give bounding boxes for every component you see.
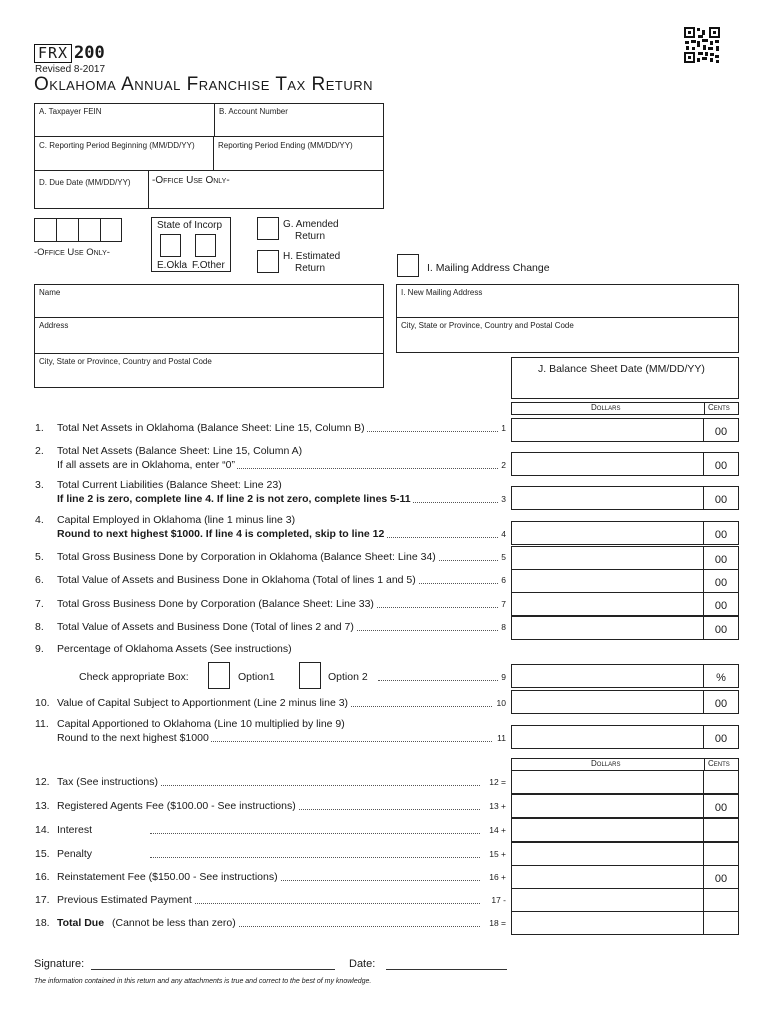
line-number: 16. [35,871,50,883]
fein-label: A. Taxpayer FEIN [39,107,102,116]
amount-field[interactable] [511,664,739,688]
option1-checkbox[interactable] [208,662,230,689]
cents-field[interactable]: 00 [703,570,738,592]
period-begin-input[interactable] [39,154,209,168]
state-incorp-label: State of Incorp [157,220,223,231]
amount-field[interactable] [511,842,739,866]
amended-checkbox[interactable] [257,217,279,240]
dot-leader [150,857,480,858]
amount-field[interactable] [511,452,739,476]
amount-field[interactable] [511,911,739,935]
line-number: 7. [35,598,44,610]
amended-return-label: Return [295,231,326,242]
line-number: 10. [35,697,50,709]
estimated-return-label: Return [295,263,326,274]
balance-sheet-date-input[interactable] [516,380,734,394]
date-line[interactable] [386,969,507,970]
city-label: City, State or Province, Country and Postal Code [39,357,212,366]
cents-header-1: Cents [708,403,730,412]
cents-field[interactable]: 00 [703,453,738,475]
okla-label: E.Okla [157,260,188,271]
cents-field[interactable]: 00 [703,419,738,441]
amount-field[interactable] [511,616,739,640]
line-ref: 3 [498,494,506,504]
line-text-2: If all assets are in Oklahoma, enter “0” [57,459,235,471]
other-checkbox[interactable] [195,234,216,257]
line-number: 6. [35,574,44,586]
line-ref: 4 [498,529,506,539]
line-ref: 5 [498,552,506,562]
cents-field[interactable]: 00 [703,866,738,888]
dot-leader [150,785,480,786]
signature-label: Signature: [34,958,85,970]
line-text: Percentage of Oklahoma Assets (See instructions) [57,643,292,655]
period-end-input[interactable] [218,154,378,168]
line-number: 11. [35,718,49,730]
amount-field[interactable] [511,690,739,714]
cents-field[interactable]: 00 [703,593,738,615]
option1-label: Option1 [238,671,275,683]
mailing-change-checkbox[interactable] [397,254,419,277]
line-text: Total Net Assets in Oklahoma (Balance Sheet: Line 15, Column B) [57,422,365,434]
check-box-label: Check appropriate Box: [79,671,189,683]
cents-field[interactable]: 00 [703,691,738,713]
due-date-label: D. Due Date (MM/DD/YY) [39,178,131,187]
office-use-label-2: -Office Use Only- [34,247,110,258]
line-text: Total Net Assets (Balance Sheet: Line 15, Column A) [57,445,303,457]
page-title: Oklahoma Annual Franchise Tax Return [34,74,374,95]
amount-field[interactable] [511,521,739,545]
line-number: 4. [35,514,44,526]
amount-field[interactable] [511,794,739,818]
mailing-change-label: I. Mailing Address Change [427,262,550,274]
cents-field[interactable] [703,771,738,793]
line-text: Registered Agents Fee ($100.00 - See instructions) [57,800,296,812]
line-number: 3. [35,479,44,491]
amended-label: G. Amended [283,219,339,230]
line-number: 5. [35,551,44,563]
qr-code-icon [683,26,721,64]
fein-input[interactable] [39,120,209,134]
line-ref: 6 [498,575,506,585]
cents-field[interactable]: 00 [703,795,738,817]
office-use-label-1: -Office Use Only- [152,175,230,186]
line-text: Reinstatement Fee ($150.00 - See instructions) [57,871,278,883]
amount-field[interactable] [511,486,739,510]
line-number: 2. [35,445,44,457]
amount-field[interactable] [511,592,739,616]
cents-field[interactable]: 00 [703,522,738,544]
line-text: Penalty [57,848,93,860]
balance-sheet-date-label: J. Balance Sheet Date (MM/DD/YY) [538,363,705,375]
line-text: Tax (See instructions) [57,776,158,788]
due-date-input[interactable] [39,192,144,206]
line-number: 9. [35,643,44,655]
cents-field[interactable]: % [703,665,738,687]
account-number-label: B. Account Number [219,107,288,116]
date-label: Date: [349,958,376,970]
line-text: Capital Employed in Oklahoma (line 1 minus line 3) [57,514,296,526]
city-input[interactable] [39,370,379,384]
line-ref: 16 + [480,872,506,882]
cents-field[interactable] [703,912,738,934]
amount-field[interactable] [511,569,739,593]
line-ref: 17 - [480,895,506,905]
line-ref: 10 [492,698,506,708]
line-text-2: Round to the next highest $1000 [57,732,209,744]
line-ref: 11 [492,733,506,743]
line-text: Total Value of Assets and Business Done in Oklahoma (Total of lines 1 and 5) [57,574,416,586]
line-number: 18. [35,917,50,929]
amount-field[interactable] [511,725,739,749]
line-ref: 18 = [480,918,506,928]
line-number: 14. [35,824,50,836]
line-ref: 2 [498,460,506,470]
line-text-2: If line 2 is zero, complete line 4. If line 2 is not zero, complete lines 5-11 [57,493,411,505]
line-text: Capital Apportioned to Oklahoma (Line 10 multiplied by line 9) [57,718,345,730]
amount-field[interactable] [511,888,739,912]
period-end-label: Reporting Period Ending (MM/DD/YY) [218,141,353,150]
revised-date: Revised 8-2017 [35,64,106,75]
signature-line[interactable] [91,969,335,970]
disclaimer-text: The information contained in this return and any attachments is true and correct to the best of my knowledge. [34,978,372,985]
account-number-input[interactable] [219,120,379,134]
cents-field[interactable]: 00 [703,617,738,639]
dot-leader [378,680,498,681]
line-number: 1. [35,422,44,434]
other-label: F.Other [192,260,225,271]
amount-field[interactable] [511,418,739,442]
dollars-header-1: Dollars [591,403,621,412]
address-label: Address [39,321,69,330]
amount-field[interactable] [511,818,739,842]
amount-field[interactable] [511,546,739,570]
line-ref: 14 + [480,825,506,835]
line-text: Value of Capital Subject to Apportionment (Line 2 minus line 3) [57,697,349,709]
line-number: 12. [35,776,50,788]
line-ref: 7 [498,599,506,609]
form-code: FRX [34,44,72,63]
cents-field[interactable]: 00 [703,487,738,509]
option2-checkbox[interactable] [299,662,321,689]
cents-field[interactable] [703,889,738,911]
new-mailing-label: I. New Mailing Address [401,288,483,297]
option2-label: Option 2 [328,671,368,683]
line-number: 8. [35,621,44,633]
line-number: 15. [35,848,50,860]
line-text: Total Value of Assets and Business Done (Total of lines 2 and 7) [57,621,354,633]
line-text: Total Gross Business Done by Corporation (Balance Sheet: Line 33) [57,598,374,610]
dot-leader [150,903,480,904]
cents-field[interactable]: 00 [703,547,738,569]
line-ref: 8 [498,622,506,632]
line-ref: 1 [498,423,506,433]
form-number: 200 [74,43,105,63]
name-label: Name [39,288,61,297]
line-text: Interest [57,824,93,836]
estimated-label: H. Estimated [283,251,341,262]
okla-checkbox[interactable] [160,234,181,257]
address-input[interactable] [39,335,379,349]
line-text-bold: Total Due [57,917,105,929]
line-text: Previous Estimated Payment [57,894,192,906]
line-number: 17. [35,894,50,906]
name-input[interactable] [39,300,379,314]
amount-field[interactable] [511,770,739,794]
new-city-input[interactable] [401,335,734,349]
estimated-checkbox[interactable] [257,250,279,273]
line-number: 13. [35,800,50,812]
line-text-2: Round to next highest $1000. If line 4 is completed, skip to line 12 [57,528,385,540]
cents-header-2: Cents [708,759,730,768]
line-ref: 9 [498,672,506,682]
dollars-header-2: Dollars [591,759,621,768]
line-text: (Cannot be less than zero) [112,917,236,929]
amount-field[interactable] [511,865,739,889]
line-text: Total Gross Business Done by Corporation in Oklahoma (Balance Sheet: Line 34) [57,551,436,563]
cents-field[interactable]: 00 [703,726,738,748]
line-ref: 12 = [480,777,506,787]
new-mailing-input[interactable] [401,300,734,314]
cents-field[interactable] [703,843,738,865]
dot-leader [150,833,480,834]
line-text: Total Current Liabilities (Balance Sheet: Line 23) [57,479,282,491]
period-begin-label: C. Reporting Period Beginning (MM/DD/YY) [39,141,195,150]
line-ref: 13 + [480,801,506,811]
line-ref: 15 + [480,849,506,859]
cents-field[interactable] [703,819,738,841]
new-city-label: City, State or Province, Country and Postal Code [401,321,574,330]
